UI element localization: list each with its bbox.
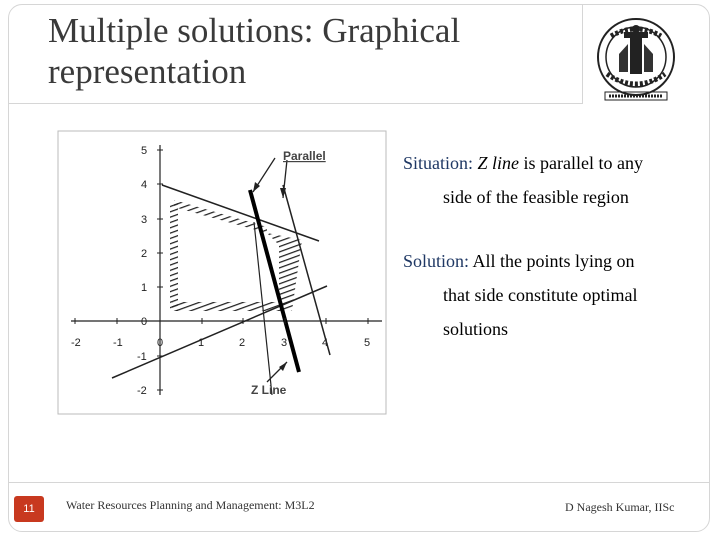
iisc-emblem-icon xyxy=(583,14,689,104)
solution-label: Solution: xyxy=(403,251,470,271)
x-tick-label: -1 xyxy=(113,337,123,349)
parallel-label: Parallel xyxy=(283,149,326,163)
situation-italic: Z line xyxy=(477,153,520,173)
situation-text-2: side of the feasible region xyxy=(443,187,629,207)
title-line-1: Multiple solutions: Graphical xyxy=(48,11,461,50)
solution-text-3: solutions xyxy=(443,319,509,339)
x-tick-label: 4 xyxy=(322,337,329,349)
x-tick-label: 1 xyxy=(198,337,205,349)
solution-paragraph xyxy=(403,244,703,346)
title-line-2: representation xyxy=(48,52,247,91)
x-tick-label: -2 xyxy=(71,337,81,349)
footer-course-title: Water Resources Planning and Management: M3L2 xyxy=(66,498,315,512)
zline-label: Z Line xyxy=(251,383,287,397)
y-tick-label: -2 xyxy=(137,385,147,397)
slide-title xyxy=(48,10,548,92)
explanation-panel xyxy=(403,146,703,358)
y-tick-label: 0 xyxy=(141,316,148,328)
situation-label: Situation: xyxy=(403,153,474,173)
solution-text-2: that side constitute optimal xyxy=(443,285,638,305)
x-tick-label: 5 xyxy=(364,337,371,349)
y-tick-label: 2 xyxy=(141,248,148,260)
footer-author: D Nagesh Kumar, IISc xyxy=(565,500,675,514)
situation-paragraph xyxy=(403,146,703,214)
solution-text-1: All the points lying on xyxy=(472,251,635,271)
page-number-badge: 11 xyxy=(14,496,44,522)
feasible-region-graph xyxy=(57,130,387,415)
y-tick-label: 1 xyxy=(141,282,148,294)
x-tick-label: 2 xyxy=(239,337,246,349)
figure-frame xyxy=(58,131,386,414)
x-tick-label: 0 xyxy=(157,337,164,349)
situation-text-1: is parallel to any xyxy=(523,153,643,173)
y-tick-label: -1 xyxy=(137,351,147,363)
y-tick-label: 5 xyxy=(141,145,148,157)
x-tick-label: 3 xyxy=(281,337,288,349)
y-tick-label: 4 xyxy=(141,179,148,191)
y-tick-label: 3 xyxy=(141,214,148,226)
footer-divider xyxy=(8,482,710,483)
